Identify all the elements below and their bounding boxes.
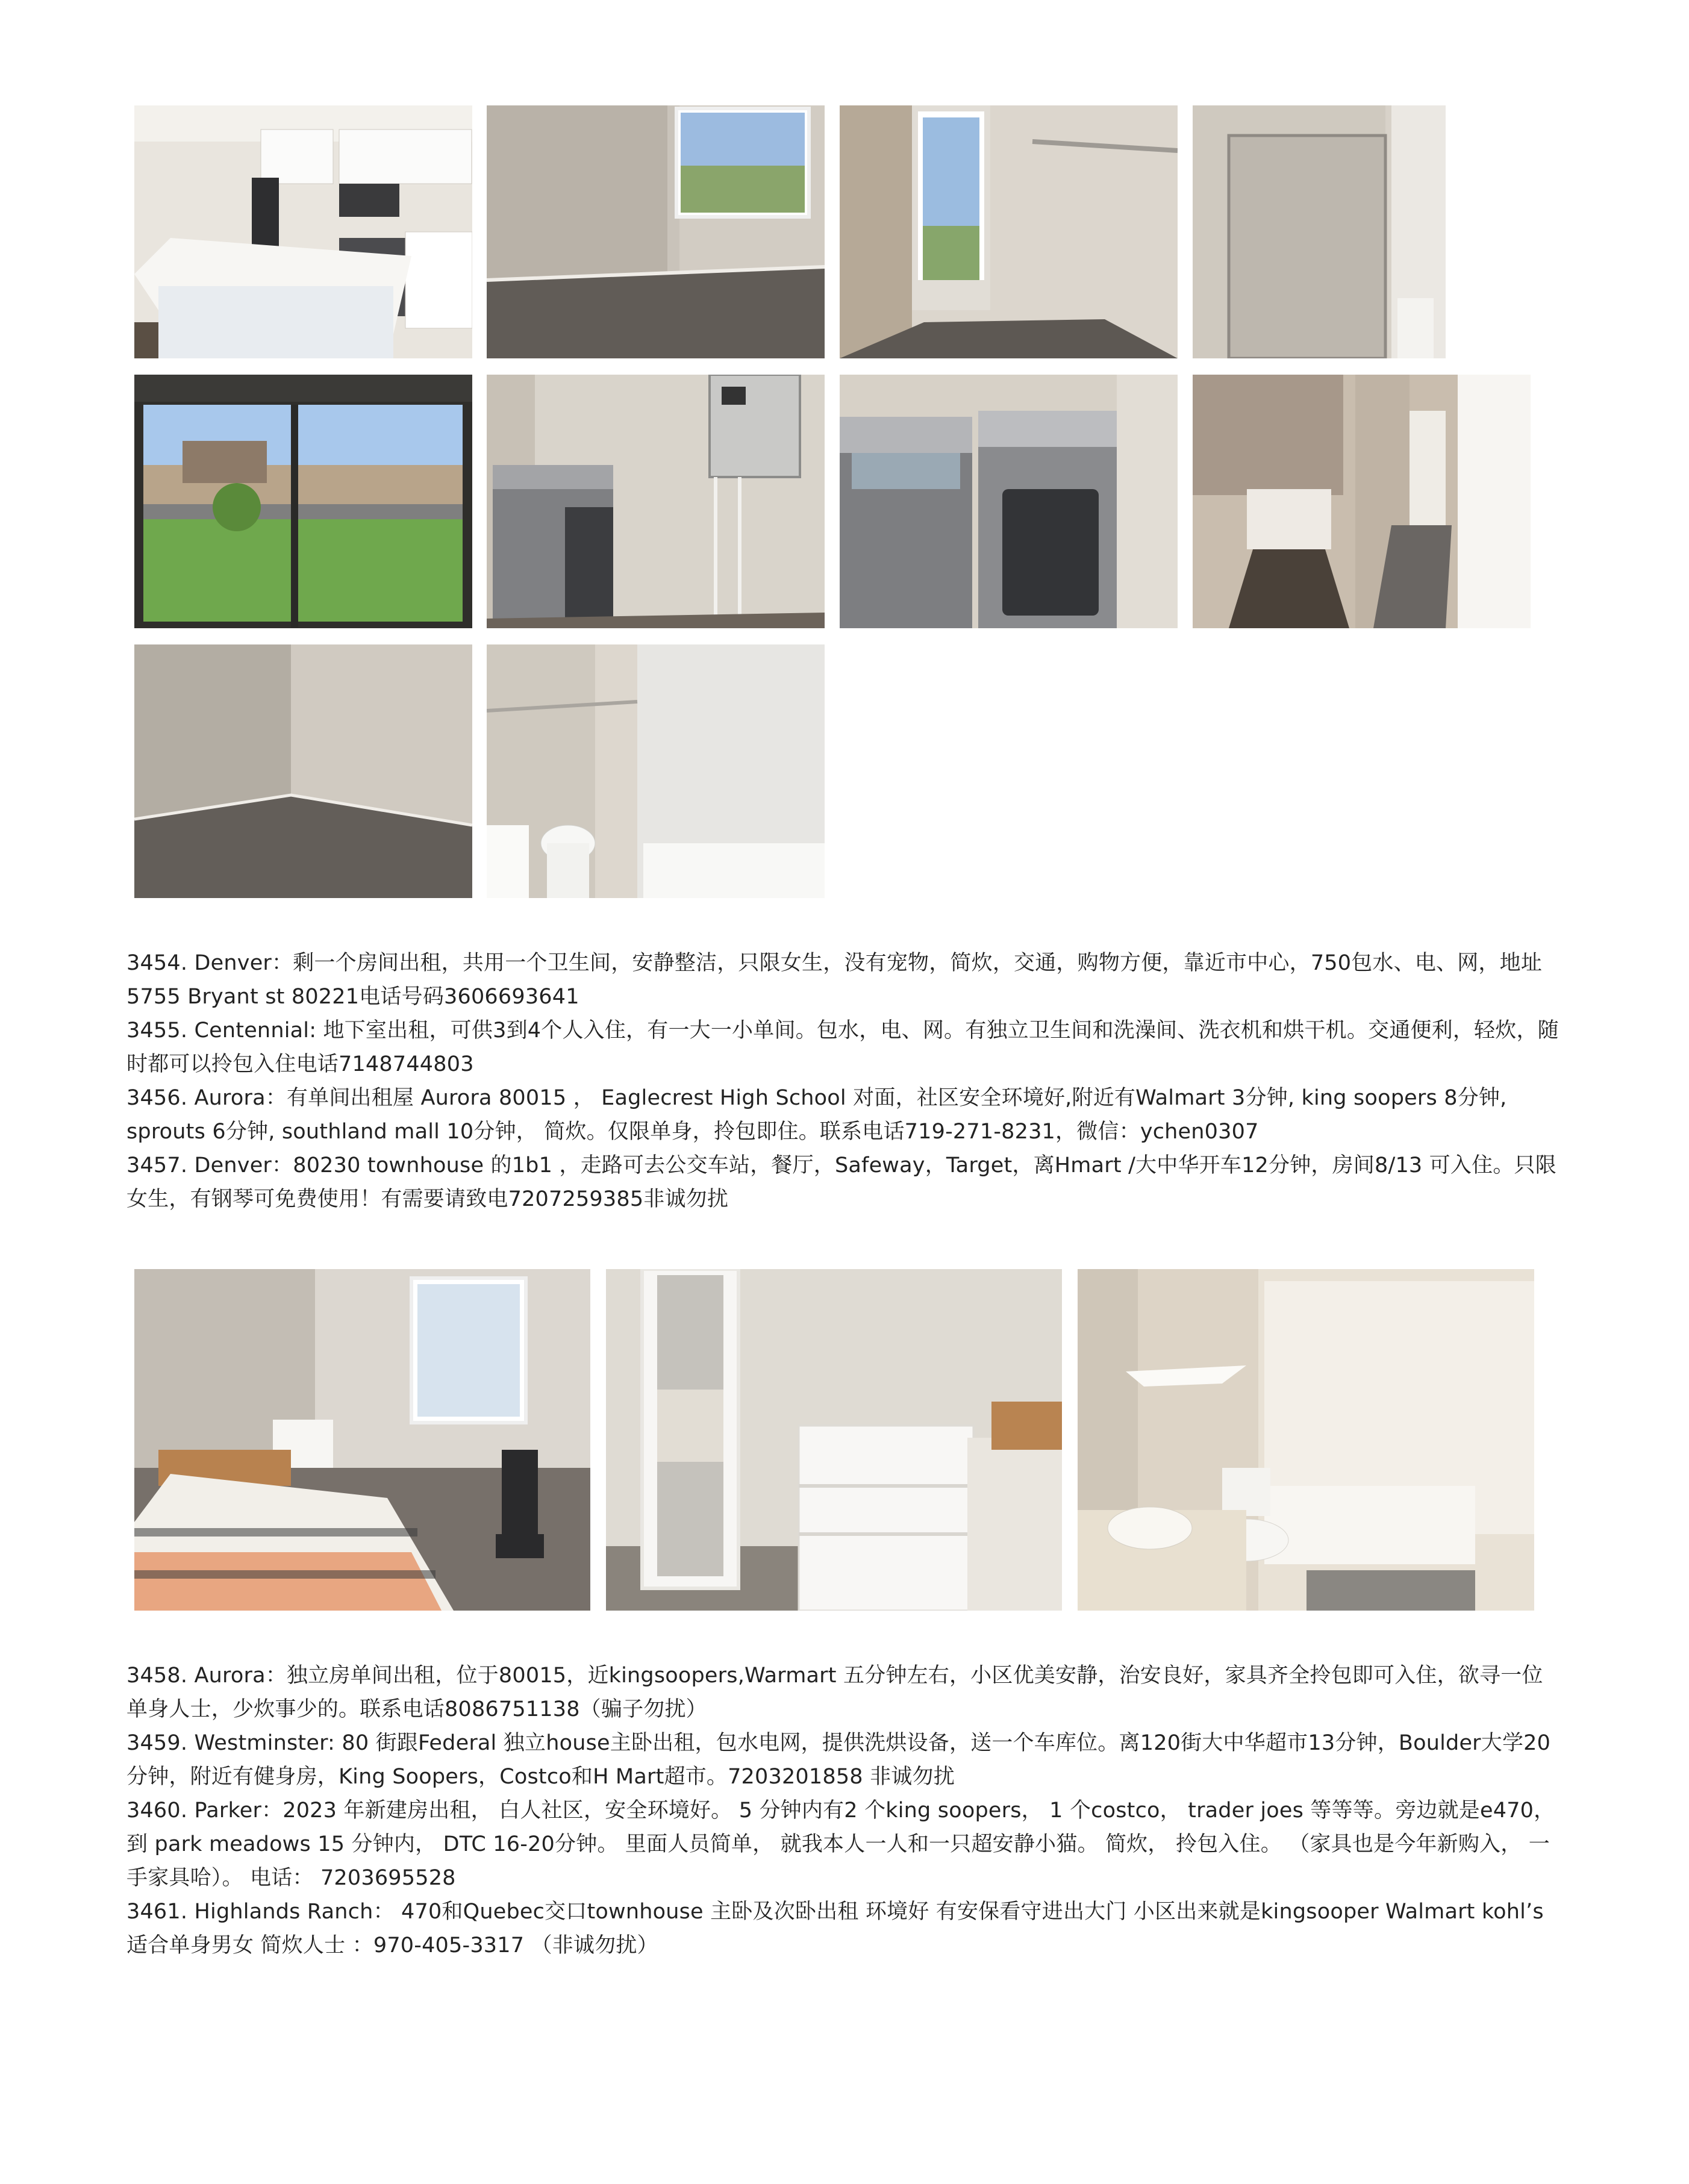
kitchen-photo-icon	[134, 105, 472, 358]
listings-block-top	[126, 946, 1560, 1216]
closet-photo-icon	[840, 105, 1178, 358]
bathroom-photo-icon	[1078, 1269, 1534, 1611]
view-photo-icon	[134, 375, 472, 628]
listing-3461: 3461. Highlands Ranch： 470和Quebec交口townhouse 主卧及次卧出租 环境好 有安保看守进出大门 小区出来就是kingsooper Walmart kohl’s 适合单身男女 简炊人士 ：970-405-3317 （非诚勿扰）	[126, 1900, 1544, 1958]
listing-3460: 3460. Parker：2023 年新建房出租， 白人社区，安全环境好。 5 分钟内有2 个king soopers， 1 个costco， trader joes 等等等。旁边就是e470，到 park meadows 15 分钟内， DTC 16-20分钟。 里面人员简单， 就我本人一人和一只超安静小猫。 简炊， 拎包入住。 （家具也是今年新购入， 一手家具哈）。 电话： 7203695528	[126, 1799, 1555, 1890]
photo-bedroom-bed	[134, 1269, 590, 1611]
listing-3458: 3458. Aurora：独立房单间出租，位于80015，近kingsoopers,Warmart 五分钟左右，小区优美安静，治安良好，家具齐全拎包即可入住，欲寻一位单身人士，少炊事少的。联系电话8086751138（骗子勿扰）	[126, 1664, 1543, 1721]
listing-3454: 3454. Denver：剩一个房间出租，共用一个卫生间，安静整洁，只限女生，没有宠物，简炊，交通，购物方便，靠近市中心，750包水、电、网，地址5755 Bryant st 80221电话号码3606693641	[126, 951, 1543, 1009]
photo-washer-dryer	[840, 375, 1178, 628]
listing-3459: 3459. Westminster: 80 街跟Federal 独立house主卧出租，包水电网，提供洗烘设备，送一个车库位。离120街大中华超市13分钟，Boulder大学20分钟，附近有健身房，King Soopers，Costco和H Mart超市。7203201858 非诚勿扰	[126, 1731, 1551, 1789]
bedroom-photo-icon	[134, 1269, 590, 1611]
photo-bathtub-toilet	[487, 644, 825, 898]
stairs-photo-icon	[1193, 375, 1531, 628]
bathroom-photo-icon	[487, 644, 825, 898]
listing-3455: 3455. Centennial: 地下室出租，可供3到4个人入住，有一大一小单间。包水，电、网。有独立卫生间和洗澡间、洗衣机和烘干机。交通便利，轻炊，随时都可以拎包入住电话7148744803	[126, 1019, 1559, 1076]
photo-laundry-water-heater	[487, 375, 825, 628]
room-photo-icon	[134, 644, 472, 898]
mirror-photo-icon	[606, 1269, 1062, 1611]
photo-window-view	[134, 375, 472, 628]
photo-staircase	[1193, 375, 1531, 628]
photo-mirror-shelf	[606, 1269, 1062, 1611]
laundry-photo-icon	[487, 375, 825, 628]
photo-bathroom-tub	[1078, 1269, 1534, 1611]
photo-kitchen	[134, 105, 472, 358]
photo-empty-bedroom-window	[487, 105, 825, 358]
listings-block-bottom	[126, 1659, 1560, 1962]
shower-photo-icon	[1193, 105, 1531, 358]
listing-3457: 3457. Denver：80230 townhouse 的1b1 ，走路可去公交车站，餐厅，Safeway，Target，离Hmart /大中华开车12分钟，房间8/13 可入住。只限女生，有钢琴可免费使用！有需要请致电7207259385非诚勿扰	[126, 1153, 1556, 1211]
photo-closet	[840, 105, 1178, 358]
photo-shower	[1193, 105, 1531, 358]
photo-empty-room	[134, 644, 472, 898]
listing-3456: 3456. Aurora：有单间出租屋 Aurora 80015 ， Eaglecrest High School 对面，社区安全环境好,附近有Walmart 3分钟, king soopers 8分钟, sprouts 6分钟, southland mall 10分钟， 简炊。仅限单身，拎包即住。联系电话719-271-8231，微信：ychen0307	[126, 1086, 1507, 1144]
washer-photo-icon	[840, 375, 1178, 628]
room-photo-icon	[487, 105, 825, 358]
